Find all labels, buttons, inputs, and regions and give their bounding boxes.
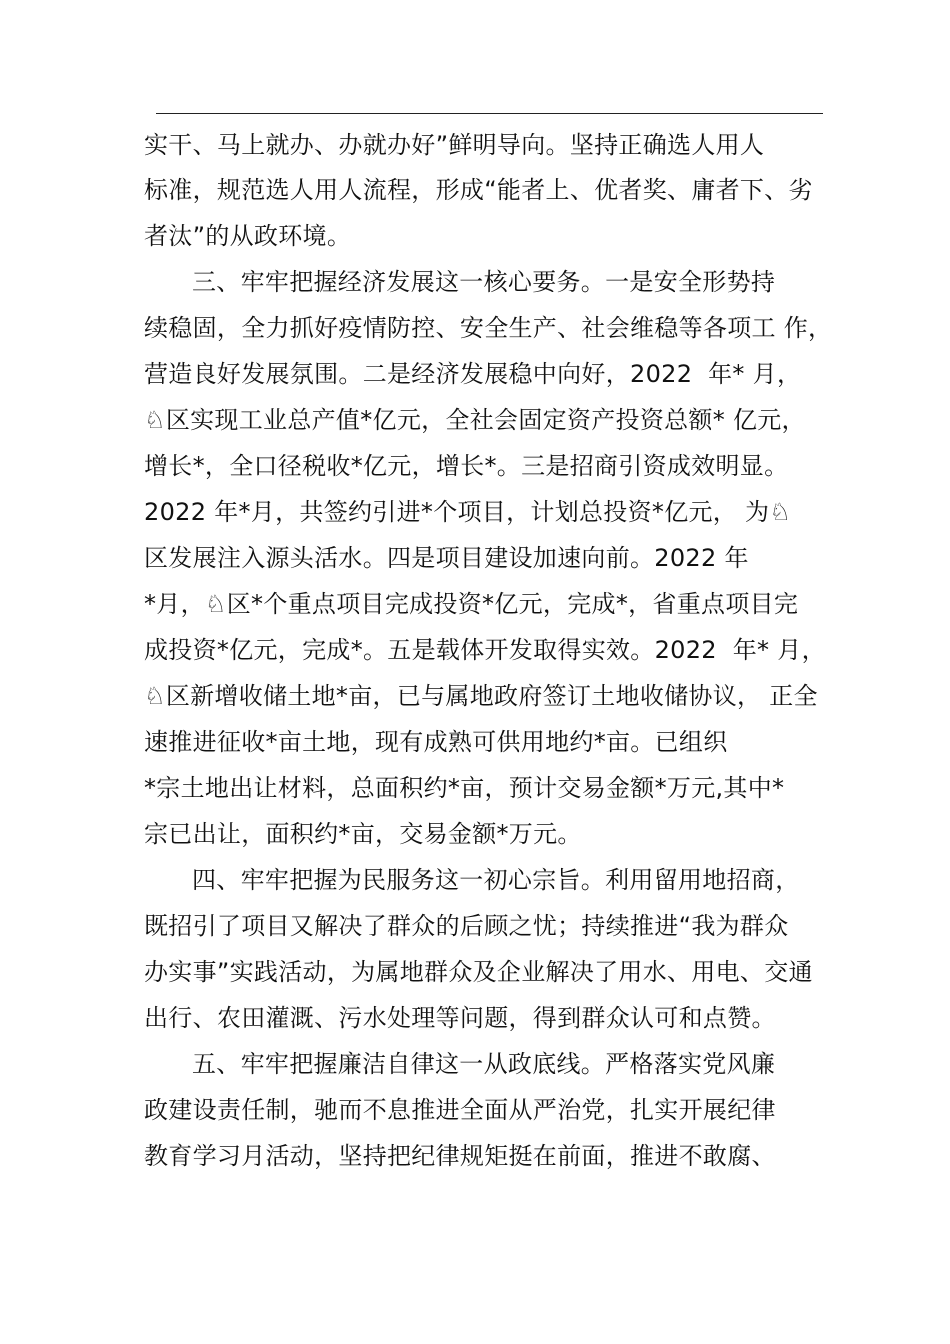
paragraph-heading-5: 五、牢牢把握廉洁自律这一从政底线。严格落实党风廉 (192, 1050, 776, 1078)
text-line: 营造良好发展氛围。二是经济发展稳中向好，2022 年* 月， (144, 360, 802, 388)
text-line: 区发展注入源头活水。四是项目建设加速向前。2022 年 (144, 544, 749, 572)
text-line: 出行、农田灌溉、污水处理等问题，得到群众认可和点赞。 (144, 1004, 776, 1032)
text-line: 成投资*亿元，完成*。五是载体开发取得实效。2022 年* 月， (144, 636, 826, 664)
text-line: 宗已出让，面积约*亩，交易金额*万元。 (144, 820, 582, 848)
text-line: 2022 年*月，共签约引进*个项目，计划总投资*亿元， 为♘ (144, 498, 792, 526)
text-line: 者汰”的从政环境。 (144, 222, 352, 250)
paragraph-heading-4: 四、牢牢把握为民服务这一初心宗旨。利用留用地招商， (192, 866, 800, 894)
text-line: 教育学习月活动，坚持把纪律规矩挺在前面，推进不敢腐、 (144, 1142, 776, 1170)
text-line: 速推进征收*亩土地，现有成熟可供用地约*亩。已组织 (144, 728, 728, 756)
text-line: *宗土地出让材料，总面积约*亩，预计交易金额*万元,其中* (144, 774, 785, 802)
text-line: 实干、马上就办、办就办好”鲜明导向。坚持正确选人用人 (144, 131, 765, 159)
text-line: 政建设责任制，驰而不息推进全面从严治党，扎实开展纪律 (144, 1096, 776, 1124)
text-line: *月，♘区*个重点项目完成投资*亿元，完成*，省重点项目完 (144, 590, 799, 618)
text-line: 办实事”实践活动，为属地群众及企业解决了用水、用电、交通 (144, 958, 813, 986)
text-line: 既招引了项目又解决了群众的后顾之忧；持续推进“我为群众 (144, 912, 789, 940)
text-line: ♘区实现工业总产值*亿元，全社会固定资产投资总额* 亿元， (144, 406, 806, 434)
text-line: ♘区新增收储土地*亩，已与属地政府签订土地收储协议， 正全 (144, 682, 818, 710)
header-rule (156, 113, 823, 114)
text-line: 标准，规范选人用人流程，形成“能者上、优者奖、庸者下、劣 (144, 176, 813, 204)
paragraph-heading-3: 三、牢牢把握经济发展这一核心要务。一是安全形势持 (192, 268, 776, 296)
text-line: 续稳固，全力抓好疫情防控、安全生产、社会维稳等各项工 作， (144, 314, 833, 342)
text-line: 增长*，全口径税收*亿元，增长*。三是招商引资成效明显。 (144, 452, 789, 480)
